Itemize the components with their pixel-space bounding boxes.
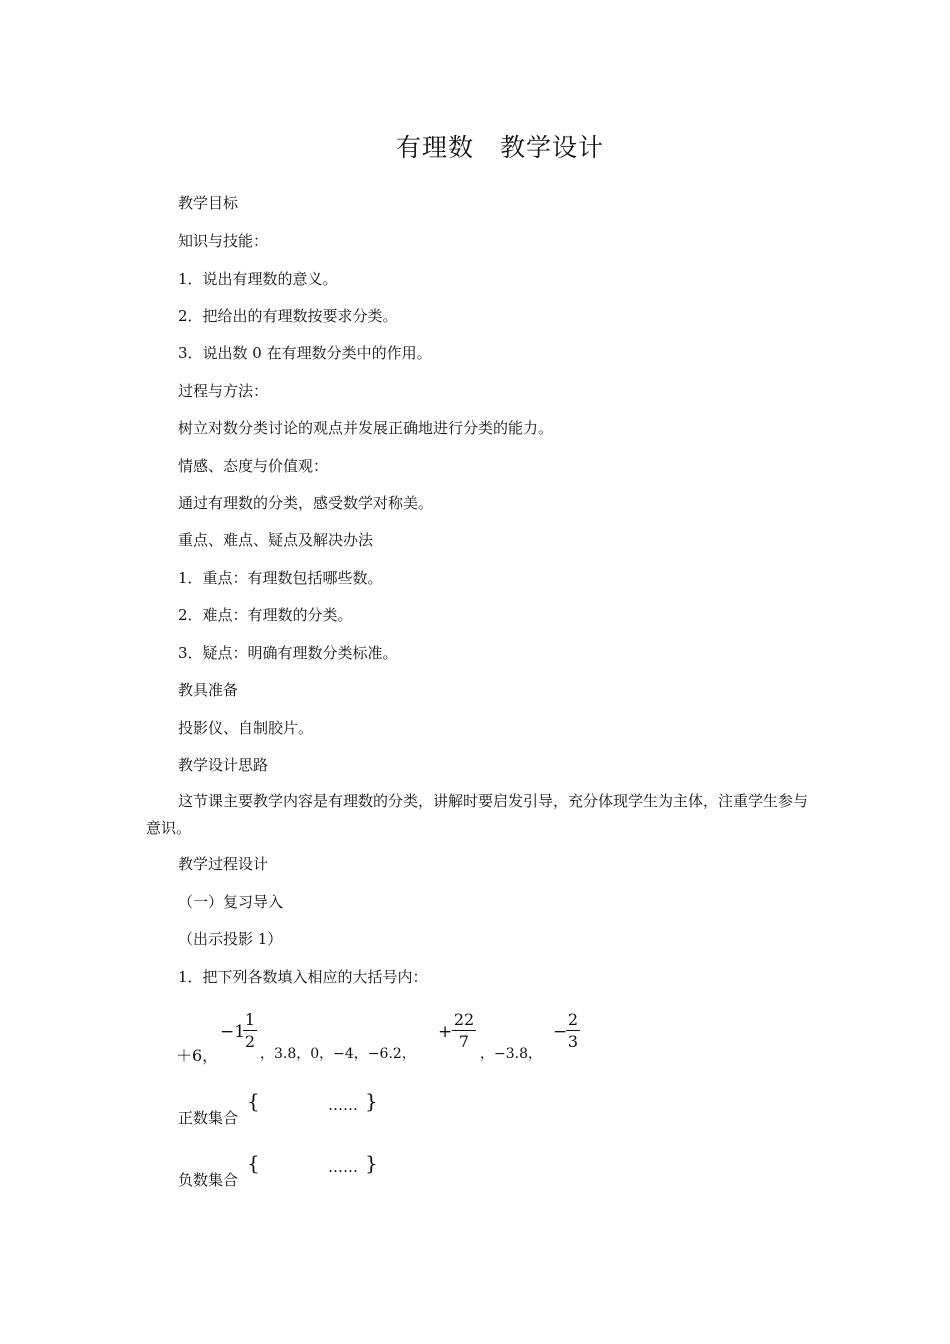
goal-item-2: 2．把给出的有理数按要求分类。 <box>178 307 398 325</box>
heading-key-points: 重点、难点、疑点及解决办法 <box>178 531 374 549</box>
fraction-denominator: 3 <box>567 1032 579 1051</box>
goal-item-1: 1．说出有理数的意义。 <box>178 270 338 288</box>
fraction-bar <box>452 1030 476 1031</box>
fraction-numerator: 22 <box>453 1010 475 1029</box>
negative-set-open-brace: { <box>247 1151 260 1175</box>
positive-set-close-brace: } <box>365 1089 378 1113</box>
fraction-numerator: 2 <box>567 1010 579 1029</box>
heading-teaching-aids: 教具准备 <box>178 681 239 699</box>
heading-process-design: 教学过程设计 <box>178 855 269 873</box>
positive-set-open-brace: { <box>247 1089 260 1113</box>
fraction-denominator: 7 <box>458 1032 470 1051</box>
heading-teaching-goals: 教学目标 <box>178 194 239 212</box>
key-point-3: 3．疑点：明确有理数分类标准。 <box>178 644 398 662</box>
mixed-number-whole: −1 <box>220 1022 246 1042</box>
number-list-middle: ，3.8，0，−4，−6.2， <box>260 1046 416 1062</box>
key-point-1: 1．重点：有理数包括哪些数。 <box>178 569 383 587</box>
exercise-1-prompt: 1．把下列各数填入相应的大括号内： <box>178 968 428 986</box>
subheading-knowledge-skills: 知识与技能： <box>178 232 269 250</box>
fraction-2-3 <box>566 1010 580 1051</box>
positive-set-label: 正数集合 <box>178 1109 239 1127</box>
fraction-sign-plus: + <box>438 1022 453 1042</box>
section-review-intro: （一）复习导入 <box>178 893 284 911</box>
teaching-aids-text: 投影仪、自制胶片。 <box>178 719 314 737</box>
fraction-numerator: 1 <box>244 1010 256 1029</box>
fraction-one-half <box>243 1010 257 1051</box>
fraction-denominator: 2 <box>244 1032 256 1051</box>
heading-design-idea: 教学设计思路 <box>178 756 269 774</box>
fraction-bar <box>243 1030 257 1031</box>
subheading-emotion-values: 情感、态度与价值观： <box>178 457 329 475</box>
negative-set-close-brace: } <box>365 1151 378 1175</box>
process-text: 树立对数分类讨论的观点并发展正确地进行分类的能力。 <box>178 419 554 437</box>
number-plus-6: ＋6， <box>176 1046 219 1065</box>
goal-item-3: 3．说出数 0 在有理数分类中的作用。 <box>178 344 432 362</box>
number-list-tail: ，−3.8， <box>480 1046 542 1062</box>
design-idea-paragraph: 这节课主要教学内容是有理数的分类，讲解时要启发引导，充分体现学生为主体，注重学生参与意识。 <box>146 792 809 837</box>
fraction-bar <box>566 1030 580 1031</box>
page-title: 有理数 教学设计 <box>395 133 604 162</box>
positive-set-dots: …… <box>328 1096 358 1114</box>
projection-note: （出示投影 1） <box>178 930 283 948</box>
fraction-22-7 <box>452 1010 476 1051</box>
emotion-text: 通过有理数的分类，感受数学对称美。 <box>178 494 434 512</box>
negative-set-label: 负数集合 <box>178 1171 239 1189</box>
fraction-sign-minus: − <box>553 1022 568 1042</box>
negative-set-dots: …… <box>328 1158 358 1176</box>
subheading-process-method: 过程与方法： <box>178 382 269 400</box>
key-point-2: 2．难点：有理数的分类。 <box>178 606 353 624</box>
